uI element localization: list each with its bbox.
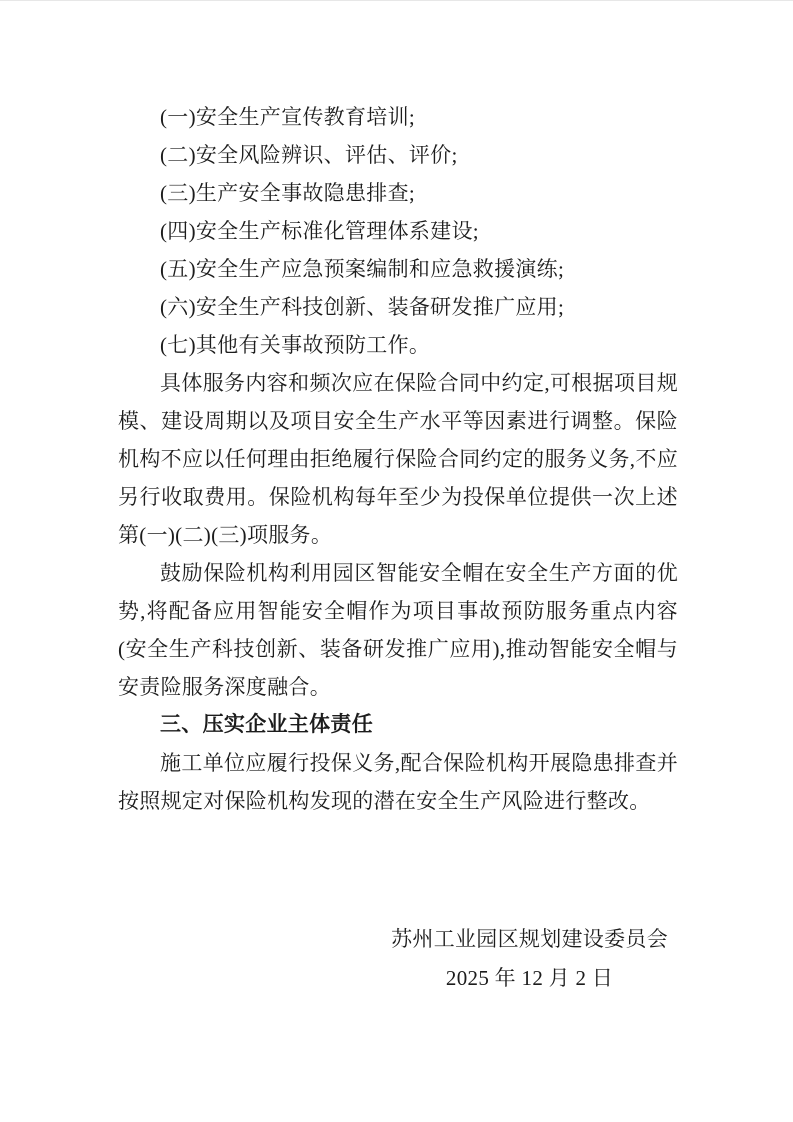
closing-paragraph: 施工单位应履行投保义务,配合保险机构开展隐患排查并按照规定对保险机构发现的潜在安全生产风险进行整改。 bbox=[118, 751, 678, 813]
list-item: (五)安全生产应急预案编制和应急救援演练; bbox=[160, 257, 565, 281]
list-item: (七)其他有关事故预防工作。 bbox=[160, 333, 431, 357]
signature-organization: 苏州工业园区规划建设委员会 bbox=[391, 927, 668, 951]
list-item: (二)安全风险辨识、评估、评价; bbox=[160, 143, 458, 167]
list-item: (一)安全生产宣传教育培训; bbox=[160, 105, 416, 129]
list-item: (四)安全生产标准化管理体系建设; bbox=[160, 219, 479, 243]
body-paragraph: 鼓励保险机构利用园区智能安全帽在安全生产方面的优势,将配备应用智能安全帽作为项目事故预防服务重点内容(安全生产科技创新、装备研发推广应用),推动智能安全帽与安责险服务深度融合。 bbox=[118, 561, 678, 699]
section-heading: 三、压实企业主体责任 bbox=[160, 713, 373, 736]
list-item: (三)生产安全事故隐患排查; bbox=[160, 181, 416, 205]
page-top-edge bbox=[0, 0, 793, 1]
body-paragraph: 具体服务内容和频次应在保险合同中约定,可根据项目规模、建设周期以及项目安全生产水平等因素进行调整。保险机构不应以任何理由拒绝履行保险合同约定的服务义务,不应另行收取费用。保险机构每年至少为投保单位提供一次上述第(一)(二)(三)项服务。 bbox=[118, 371, 678, 547]
signature-block bbox=[391, 920, 668, 998]
signature-date: 2025 年 12 月 2 日 bbox=[445, 966, 614, 990]
list-item: (六)安全生产科技创新、装备研发推广应用; bbox=[160, 295, 565, 319]
